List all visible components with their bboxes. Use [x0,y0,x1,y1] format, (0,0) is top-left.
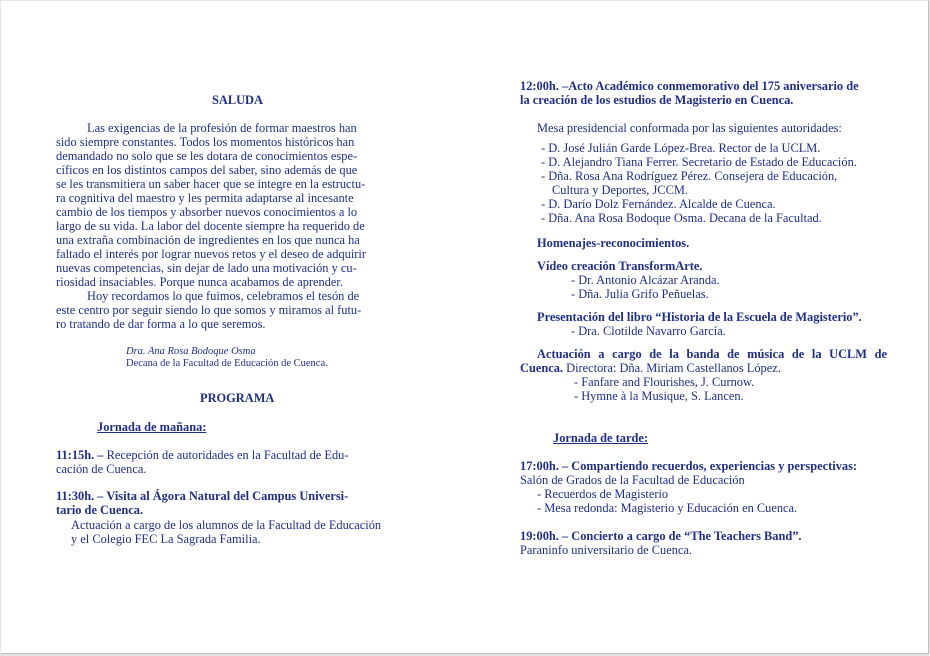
saluda-line: largo de su vida. La labor del docente siempre ha requerido de [56,219,365,233]
saluda-line: sido siempre constantes. Todos los momentos históricos han [56,135,355,149]
video-title: Vídeo creación TransformArte. [537,259,703,273]
item-1130-detail-cont: y el Colegio FEC La Sagrada Familia. [71,532,261,546]
book-title: Presentación del libro “Historia de la Escuela de Magisterio”. [537,310,862,324]
saluda-line: Hoy recordamos lo que fuimos, celebramos el tesón de [87,289,360,303]
mesa-intro: Mesa presidencial conformada por las siguientes autoridades: [537,121,842,135]
band-director [520,361,781,375]
saluda-line: ro tratando de dar forma a lo que seremos. [56,317,266,331]
item-1115 [56,448,348,462]
authority-item: - Dña. Rosa Ana Rodríguez Pérez. Consejera de Educación, [541,169,838,183]
saluda-line: nuevas competencias, sin dejar de lado una motivación y cu- [56,261,357,275]
item-1115-time: 11:15h. – [56,448,104,462]
item-1700-sub: - Mesa redonda: Magisterio y Educación en Cuenca. [537,501,798,515]
item-1700-sub: - Recuerdos de Magisterio [537,487,669,501]
authority-item: - D. Darío Dolz Fernández. Alcalde de Cuenca. [541,197,776,211]
item-1700-title: 17:00h. – Compartiendo recuerdos, experiencias y perspectivas: [520,459,858,473]
item-1115-text: Recepción de autoridades en la Facultad de Edu- [103,448,349,462]
saluda-line: Las exigencias de la profesión de formar maestros han [87,121,357,135]
signature-role: Decana de la Facultad de Educación de Cuenca. [126,358,328,369]
item-1115-cont: cación de Cuenca. [56,462,147,476]
band-title: Actuación a cargo de la banda de música de la UCLM de [537,347,887,361]
video-person: - Dr. Antonio Alcázar Aranda. [571,273,720,287]
saluda-line: cíficos en los distintos campos del saber, sino además de que [56,163,358,177]
authority-item: - D. Alejandro Tiana Ferrer. Secretario de Estado de Educación. [541,155,857,169]
saluda-title: SALUDA [212,93,263,107]
authority-item: - D. José Julián Garde López-Brea. Rector de la UCLM. [541,141,821,155]
saluda-line: una extraña combinación de ingredientes en los que nunca ha [56,233,360,247]
authority-item: - Dña. Ana Rosa Bodoque Osma. Decana de la Facultad. [541,211,822,225]
item-1900-place: Paraninfo universitario de Cuenca. [520,543,693,557]
homenajes: Homenajes-reconocimientos. [537,236,690,250]
band-director-text: Directora: Dña. Miriam Castellanos López. [563,361,781,375]
afternoon-heading: Jornada de tarde: [553,431,648,445]
item-1130-title: 11:30h. – Visita al Ágora Natural del Campus Universi- [56,489,349,503]
act-title-cont: la creación de los estudios de Magisterio en Cuenca. [520,93,794,107]
saluda-line: demandado no solo que se les dotara de conocimientos espe- [56,149,358,163]
item-1130-title-cont: tario de Cuenca. [56,503,144,517]
video-person: - Dña. Julia Grifo Peñuelas. [571,287,709,301]
saluda-line: faltado el interés por lograr nuevos retos y el deseo de adquirir [56,247,367,261]
authority-item-cont: Cultura y Deportes, JCCM. [552,183,688,197]
signature-name: Dra. Ana Rosa Bodoque Osma [126,346,256,357]
book-person: - Dra. Clotilde Navarro García. [571,324,726,338]
morning-heading: Jornada de mañana: [97,420,207,434]
item-1900-title: 19:00h. – Concierto a cargo de “The Teachers Band”. [520,529,802,543]
saluda-line: cambio de los tiempos y absorber nuevos conocimientos a lo [56,205,358,219]
band-piece: - Hymne à la Musique, S. Lancen. [574,389,744,403]
item-1700-place: Salón de Grados de la Facultad de Educación [520,473,745,487]
saluda-line: este centro por seguir siendo lo que somos y miramos al futu- [56,303,362,317]
item-1130-detail: Actuación a cargo de los alumnos de la Facultad de Educación [71,518,382,532]
band-title-cont: Cuenca. [520,361,564,375]
brochure-page [1,1,929,654]
saluda-line: ra cognitiva del maestro y les permita adaptarse al incesante [56,191,354,205]
saluda-line: se les transmitiera un saber hacer que se integre en la estructu- [56,177,366,191]
saluda-line: riosidad insaciables. Porque nunca acabamos de aprender. [56,275,343,289]
band-piece: - Fanfare and Flourishes, J. Curnow. [574,375,755,389]
saluda-paragraph [56,121,390,331]
programa-title: PROGRAMA [200,391,275,405]
act-title: 12:00h. –Acto Académico conmemorativo del 175 aniversario de [520,79,859,93]
